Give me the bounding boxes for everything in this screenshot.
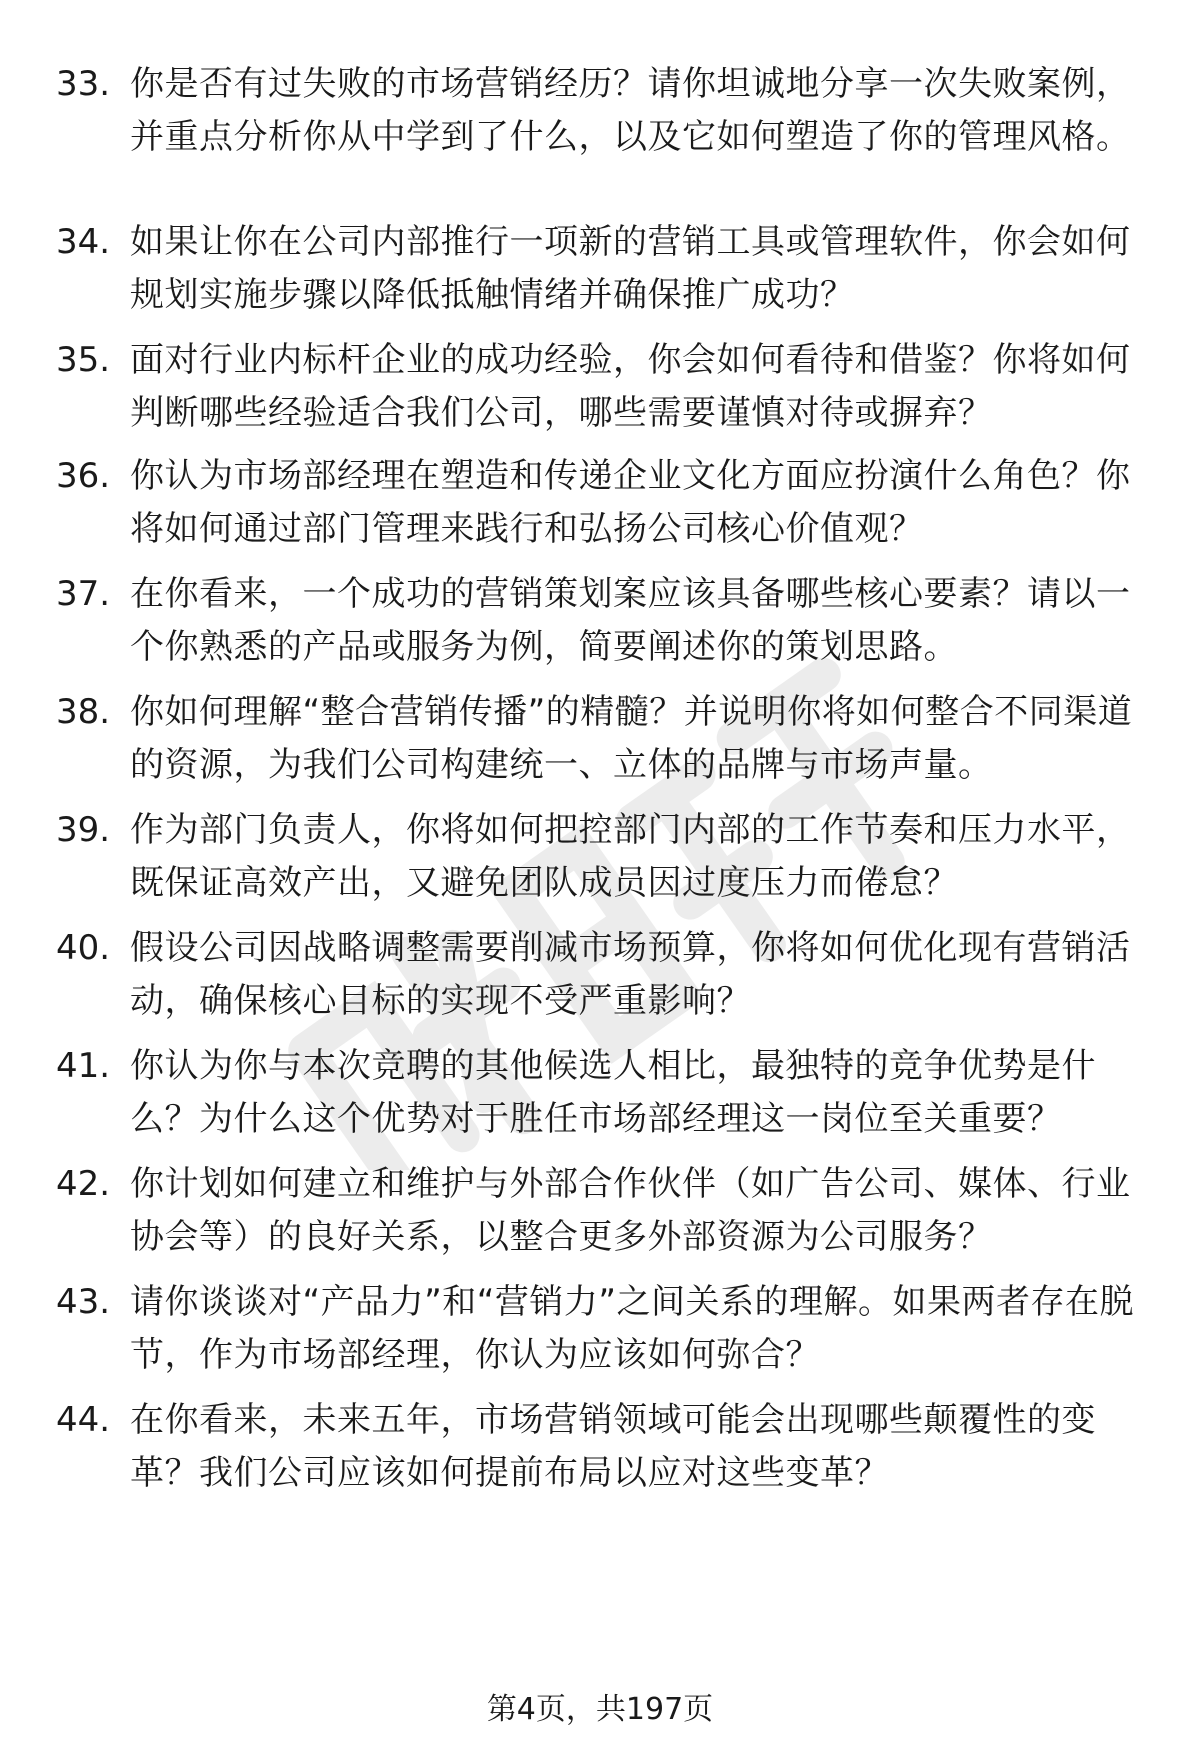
page-number: 第4页，共197页: [486, 1692, 714, 1727]
question-text: 你认为市场部经理在塑造和传递企业文化方面应扮演什么角色？你将如何通过部门管理来践行和弘扬公司核心价值观？: [130, 456, 1131, 549]
question-number: 39.: [56, 810, 111, 850]
question-text: 你如何理解“整合营销传播”的精髓？并说明你将如何整合不同渠道的资源，为我们公司构建统一、立体的品牌与市场声量。: [130, 692, 1133, 785]
question-text: 请你谈谈对“产品力”和“营销力”之间关系的理解。如果两者存在脱节，作为市场部经理，你认为应该如何弥合？: [130, 1282, 1134, 1375]
question-text: 假设公司因战略调整需要削减市场预算，你将如何优化现有营销活动，确保核心目标的实现不受严重影响？: [130, 928, 1131, 1021]
question-number: 43.: [56, 1282, 111, 1322]
question-number: 40.: [56, 928, 111, 968]
question-number: 33.: [56, 64, 111, 104]
question-number: 38.: [56, 692, 111, 732]
question-number: 36.: [56, 456, 111, 496]
question-text: 你计划如何建立和维护与外部合作伙伴（如广告公司、媒体、行业协会等）的良好关系，以整合更多外部资源为公司服务？: [130, 1164, 1131, 1257]
question-number: 37.: [56, 574, 111, 614]
question-text: 在你看来，未来五年，市场营销领域可能会出现哪些颠覆性的变革？我们公司应该如何提前布局以应对这些变革？: [130, 1400, 1096, 1493]
question-number: 34.: [56, 222, 111, 262]
question-text: 如果让你在公司内部推行一项新的营销工具或管理软件，你会如何规划实施步骤以降低抵触情绪并确保推广成功？: [130, 222, 1131, 315]
question-text: 你认为你与本次竞聘的其他候选人相比，最独特的竞争优势是什么？为什么这个优势对于胜任市场部经理这一岗位至关重要？: [130, 1046, 1096, 1139]
question-text: 在你看来，一个成功的营销策划案应该具备哪些核心要素？请以一个你熟悉的产品或服务为例，简要阐述你的策划思路。: [130, 574, 1131, 667]
question-text: 你是否有过失败的市场营销经历？请你坦诚地分享一次失败案例，并重点分析你从中学到了什么，以及它如何塑造了你的管理风格。: [130, 64, 1131, 157]
question-number: 42.: [56, 1164, 111, 1204]
question-number: 35.: [56, 340, 111, 380]
question-number: 41.: [56, 1046, 111, 1086]
question-text: 面对行业内标杆企业的成功经验，你会如何看待和借鉴？你将如何判断哪些经验适合我们公司，哪些需要谨慎对待或摒弃？: [130, 340, 1131, 433]
question-text: 作为部门负责人，你将如何把控部门内部的工作节奏和压力水平，既保证高效产出，又避免团队成员因过度压力而倦怠？: [130, 810, 1131, 903]
question-number: 44.: [56, 1400, 111, 1440]
